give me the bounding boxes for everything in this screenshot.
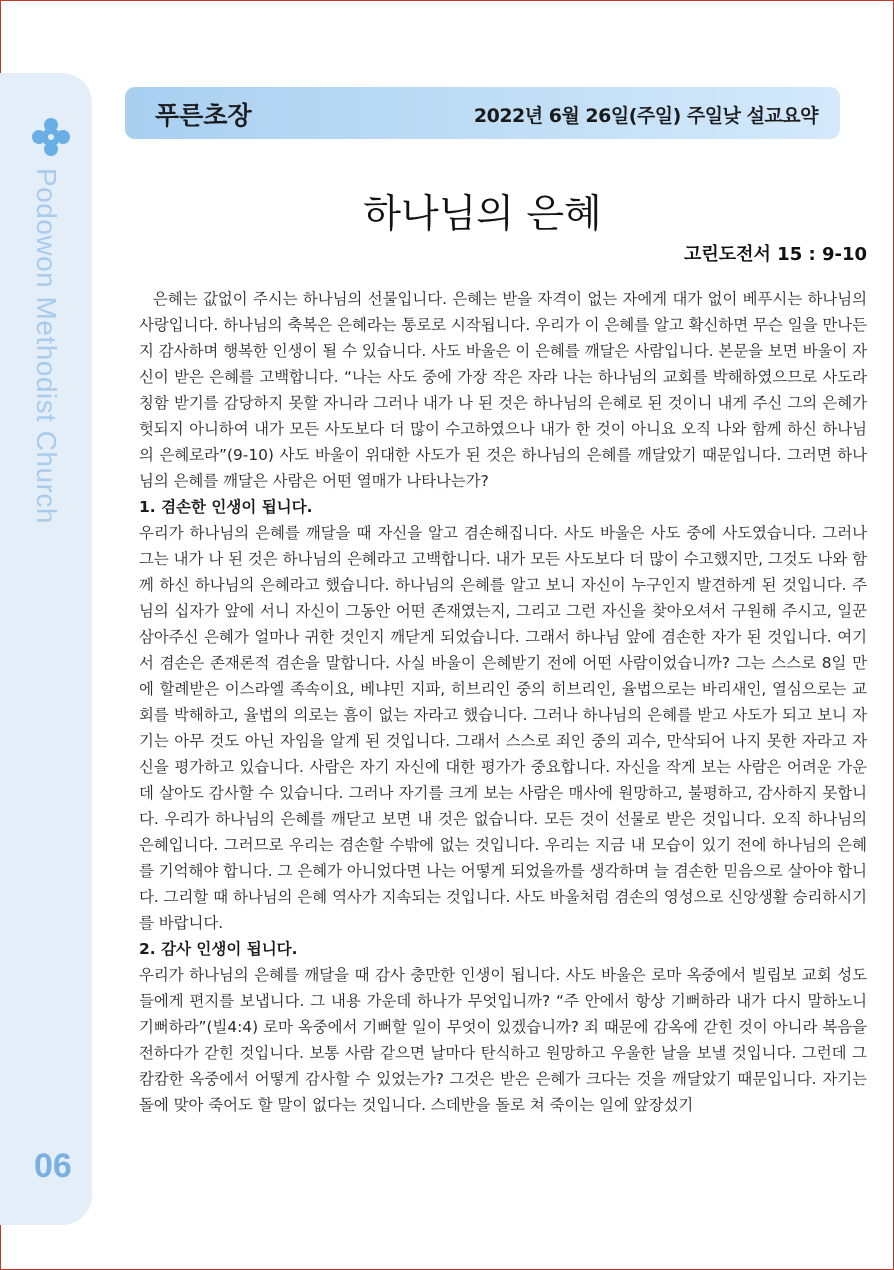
scripture-reference: 고린도전서 15 : 9-10 — [683, 244, 867, 265]
sermon-body — [139, 286, 867, 1118]
section-paragraph: 우리가 하나님의 은혜를 깨달을 때 자신을 알고 겸손해집니다. 사도 바울은 사도 중에 사도였습니다. 그러나 그는 내가 나 된 것은 하나님의 은혜라고 고백합니다. 내가 모든 사도보다 더 많이 수고했지만, 그것도 나와 함께 하신 하나님의 은혜라고 했습니다. 하나님의 은혜를 알고 보니 자신이 누구인지 발견하게 된 것입니다. 주님의 십자가 앞에 서니 자신이 그동안 어떤 존재였는지, 그리고 그런 자신을 찾아오셔서 구원해 주시고, 일꾼 삼아주신 은혜가 얼마나 귀한 것인지 깨닫게 되었습니다. 그래서 하나님 앞에 겸손한 자가 된 것입니다. 여기서 겸손은 존재론적 겸손을 말합니다. 사실 바울이 은혜받기 전에 어떤 사람이었습니까? 그는 스스로 8일 만에 할례받은 이스라엘 족속이요, 베냐민 지파, 히브리인 중의 히브리인, 율법으로는 바리새인, 열심으로는 교회를 박해하고, 율법의 의로는 흠이 없는 자라고 했습니다. 그러나 하나님의 은혜를 받고 사도가 되고 보니 자기는 아무 것도 아닌 자임을 알게 된 것입니다. 그래서 스스로 죄인 중의 괴수, 만삭되어 나지 못한 자라고 자신을 평가하고 있습니다. 사람은 자기 자신에 대한 평가가 중요합니다. 자신을 작게 보는 사람은 어려운 가운데 살아도 감사할 수 있습니다. 그러나 자기를 크게 보는 사람은 매사에 원망하고, 불평하고, 감사하지 못합니다. 우리가 하나님의 은혜를 깨닫고 보면 내 것은 없습니다. 모든 것이 선물로 받은 것입니다. 오직 하나님의 은혜입니다. 그러므로 우리는 겸손할 수밖에 없는 것입니다. 우리는 지금 내 모습이 있기 전에 하나님의 은혜를 기억해야 합니다. 그 은혜가 아니었다면 나는 어떻게 되었을까를 생각하며 늘 겸손한 믿음으로 살아야 합니다. 그리할 때 하나님의 은혜 역사가 지속되는 것입니다. 사도 바울처럼 겸손의 영성으로 신앙생활 승리하시기를 바랍니다. — [139, 524, 867, 932]
section-heading: 2. 감사 인생이 됩니다. — [139, 940, 298, 958]
section-paragraph: 우리가 하나님의 은혜를 깨달을 때 감사 충만한 인생이 됩니다. 사도 바울은 로마 옥중에서 빌립보 교회 성도들에게 편지를 보냅니다. 그 내용 가운데 하나가 무엇입니까? “주 안에서 항상 기뻐하라 내가 다시 말하노니 기뻐하라”(빌4:4) 로마 옥중에서 기뻐할 일이 무엇이 있겠습니까? 죄 때문에 감옥에 갇힌 것이 아니라 복음을 전하다가 갇힌 것입니다. 보통 사람 같으면 날마다 탄식하고 원망하고 우울한 날을 보낼 것입니다. 그런데 그 캄캄한 옥중에서 어떻게 감사할 수 있었는가? 그것은 받은 은혜가 크다는 것을 깨달았기 때문입니다. 자기는 돌에 맞아 죽어도 할 말이 없다는 것입니다. 스데반을 돌로 쳐 죽이는 일에 앞장섰기 — [139, 966, 867, 1114]
section-label: 푸른초장 — [155, 101, 252, 130]
intro-paragraph: 은혜는 값없이 주시는 하나님의 선물입니다. 은혜는 받을 자격이 없는 자에게 대가 없이 베푸시는 하나님의 사랑입니다. 하나님의 축복은 은혜라는 통로로 시작됩니다. 우리가 이 은혜를 알고 확신하면 무슨 일을 만나든지 감사하며 행복한 인생이 될 수 있습니다. 사도 바울은 이 은혜를 깨달은 사람입니다. 본문을 보면 바울이 자신이 받은 은혜를 고백합니다. “나는 사도 중에 가장 작은 자라 나는 하나님의 교회를 박해하였으므로 사도라 칭함 받기를 감당하지 못할 자니라 그러나 내가 나 된 것은 하나님의 은혜로 된 것이니 내게 주신 그의 은혜가 헛되지 아니하여 내가 모든 사도보다 더 많이 수고하였으나 내가 한 것이 아니요 오직 나와 함께 하신 하나님의 은혜로라”(9-10) 사도 바울이 위대한 사도가 된 것은 하나님의 은혜를 깨달았기 때문입니다. 그러면 하나님의 은혜를 깨달은 사람은 어떤 열매가 나타나는가? — [139, 290, 867, 490]
sermon-date: 2022년 6월 26일(주일) 주일낮 설교요약 — [473, 105, 818, 127]
church-name: Podowon Methodist Church — [31, 168, 62, 524]
section-heading: 1. 겸손한 인생이 됩니다. — [139, 498, 313, 516]
cross-icon — [31, 117, 71, 157]
sermon-title: 하나님의 은혜 — [363, 192, 602, 237]
page-number: 06 — [34, 1147, 72, 1185]
header-banner — [125, 87, 840, 139]
